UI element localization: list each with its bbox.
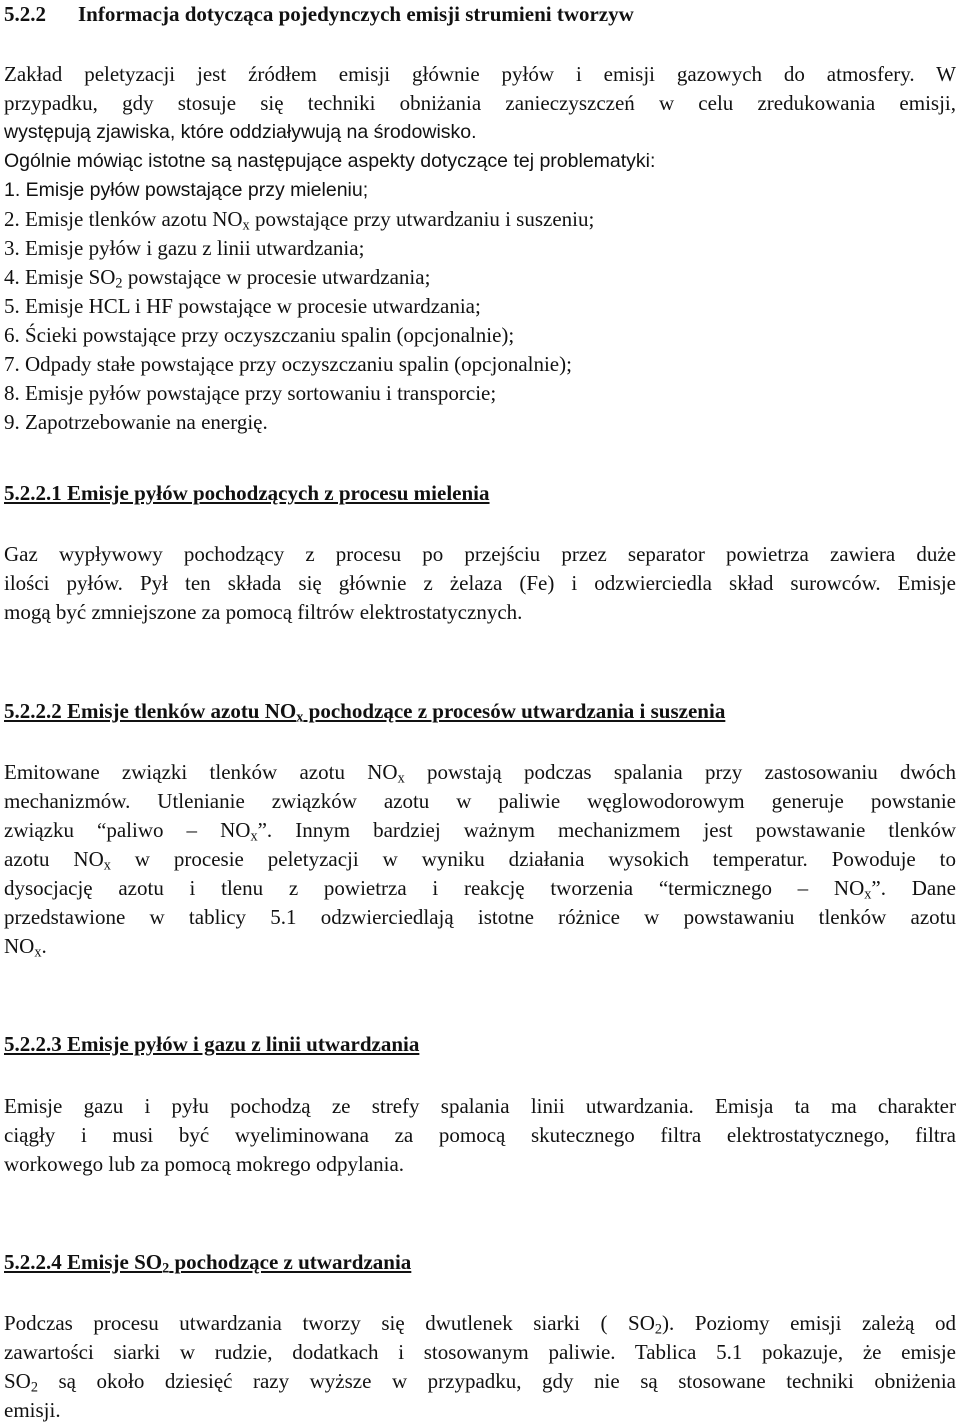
- s3-line-3: workowego lub za pomocą mokrego odpylania.: [4, 1152, 405, 1176]
- s1-line-2: ilości pyłów. Pył ten składa się głównie z żelaza (Fe) i odzwierciedla skład surowców. Emisje: [4, 571, 956, 595]
- list-item: 9. Zapotrzebowanie na energię.: [4, 410, 268, 434]
- s2-line-1: Emitowane związki tlenków azotu $NO_x$ powstają podczas spalania przy zastosowaniu dwóch: [4, 760, 957, 787]
- subsection-heading-5224: 5.2.2.4 Emisje $SO_2$ pochodzące z utwardzania: [4, 1250, 412, 1277]
- intro-line-4: Ogólnie mówiąc istotne są następujące aspekty dotyczące tej problematyki:: [4, 150, 656, 172]
- intro-line-2: przypadku, gdy stosuje się techniki obniżania zanieczyszczeń w celu zredukowania emisji,: [4, 91, 956, 115]
- section-title: Informacja dotycząca pojedynczych emisji strumieni tworzyw: [78, 2, 634, 26]
- list-item: 5. Emisje HCL i HF powstające w procesie utwardzania;: [4, 294, 481, 318]
- list-item: 4. Emisje $SO_2$ powstające w procesie utwardzania;: [4, 265, 431, 292]
- s2-line-2: mechanizmów. Utlenianie związków azotu w paliwie węglowodorowym generuje powstanie: [4, 789, 956, 813]
- list-item: 1. Emisje pyłów powstające przy mieleniu;: [4, 179, 369, 201]
- s2-line-7: $NO_x$.: [4, 934, 47, 961]
- list-item: 7. Odpady stałe powstające przy oczyszczaniu spalin (opcjonalnie);: [4, 352, 572, 376]
- subsection-heading-5221: 5.2.2.1 Emisje pyłów pochodzących z procesu mielenia: [4, 481, 490, 505]
- s4-line-2: zawartości siarki w rudzie, dodatkach i stosowanym paliwie. Tablica 5.1 pokazuje, że emisje: [4, 1340, 956, 1364]
- section-heading: [4, 0, 634, 28]
- s2-line-6: przedstawione w tablicy 5.1 odzwierciedlają istotne różnice w powstawaniu tlenków azotu: [4, 905, 956, 929]
- s4-line-4: emisji.: [4, 1398, 61, 1422]
- subsection-heading-5222: 5.2.2.2 Emisje tlenków azotu $NO_x$ pochodzące z procesów utwardzania i suszenia: [4, 699, 726, 726]
- list-item: 6. Ścieki powstające przy oczyszczaniu spalin (opcjonalnie);: [4, 323, 515, 347]
- s3-line-1: Emisje gazu i pyłu pochodzą ze strefy spalania linii utwardzania. Emisja ta ma charakter: [4, 1094, 956, 1118]
- list-item: 8. Emisje pyłów powstające przy sortowaniu i transporcie;: [4, 381, 497, 405]
- section-number: 5.2.2: [4, 2, 46, 26]
- s3-line-2: ciągły i musi być wyeliminowana za pomocą skutecznego filtra elektrostatycznego, filtra: [4, 1123, 956, 1147]
- s1-line-3: mogą być zmniejszone za pomocą filtrów elektrostatycznych.: [4, 600, 523, 624]
- s2-line-3: związku “paliwo – $NO_x$”. Innym bardziej ważnym mechanizmem jest powstawanie tlenków: [4, 818, 956, 845]
- s1-line-1: Gaz wypływowy pochodzący z procesu po przejściu przez separator powietrza zawiera duże: [4, 542, 956, 566]
- s4-line-3: $SO_2$ są około dziesięć razy wyższe w przypadku, gdy nie są stosowane techniki obniżenia: [4, 1369, 956, 1396]
- s2-line-4: azotu $NO_x$ w procesie peletyzacji w wyniku działania wysokich temperatur. Powoduje to: [4, 847, 956, 874]
- list-item: 2. Emisje tlenków azotu $NO_x$ powstające przy utwardzaniu i suszeniu;: [4, 207, 595, 234]
- intro-line-3: występują zjawiska, które oddziaływują na środowisko.: [4, 121, 477, 143]
- intro-line-1: Zakład peletyzacji jest źródłem emisji głównie pyłów i emisji gazowych do atmosfery. W: [4, 62, 956, 86]
- s4-line-1: Podczas procesu utwardzania tworzy się dwutlenek siarki ( $SO_2$). Poziomy emisji zależą od: [4, 1311, 957, 1338]
- s2-line-5: dysocjację azotu i tlenu z powietrza i reakcję tworzenia “termicznego – $NO_x$”. Dane: [4, 876, 956, 903]
- list-item: 3. Emisje pyłów i gazu z linii utwardzania;: [4, 236, 365, 260]
- subsection-heading-5223: 5.2.2.3 Emisje pyłów i gazu z linii utwardzania: [4, 1032, 420, 1056]
